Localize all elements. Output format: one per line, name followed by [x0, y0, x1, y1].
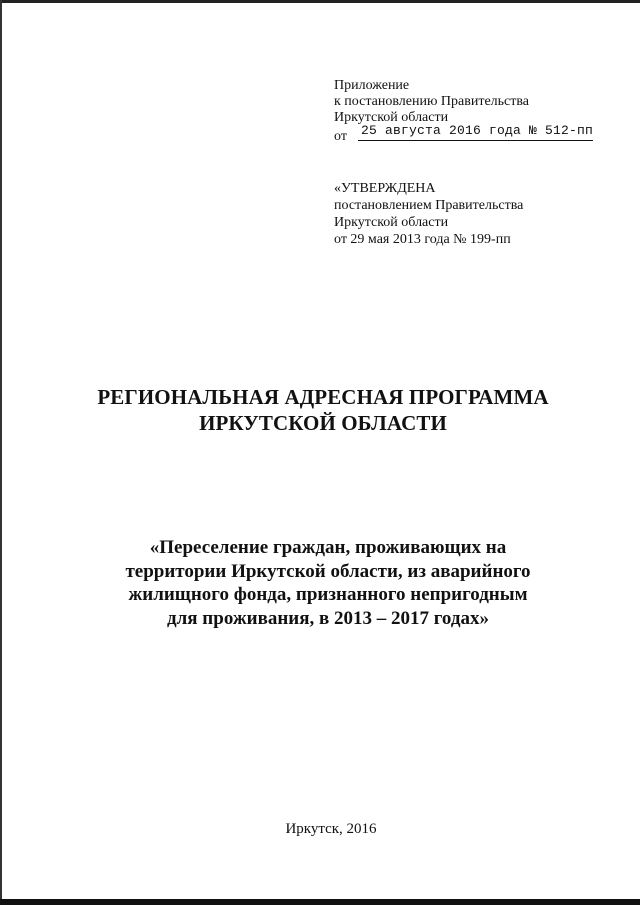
scan-border-left [0, 0, 2, 905]
scan-border-bottom [0, 899, 640, 905]
document-title [0, 384, 640, 436]
program-name-line-4: для проживания, в 2013 – 2017 годах» [167, 607, 489, 629]
approval-block [334, 180, 604, 248]
place-and-year [0, 820, 640, 838]
approval-decree: от 29 мая 2013 года № 199-пп [334, 232, 511, 247]
appendix-block [334, 78, 604, 144]
program-name-line-1: «Переселение граждан, проживающих на [149, 537, 507, 558]
appendix-region: Иркутской области [334, 110, 449, 125]
appendix-decree-line [334, 123, 604, 144]
scan-border-top [0, 0, 640, 3]
appendix-decree-number: 25 августа 2016 года № 512-пп [358, 123, 593, 141]
program-name-line-2: территории Иркутской области, из аварийного [125, 560, 531, 582]
city-year-text: Иркутск, 2016 [285, 821, 377, 837]
approval-heading: «УТВЕРЖДЕНА [334, 181, 436, 196]
approval-region: Иркутской области [334, 215, 449, 230]
appendix-date-prefix: от [334, 129, 347, 144]
appendix-heading: Приложение [334, 78, 410, 93]
program-name-line-3: жилищного фонда, признанного непригодным [128, 584, 528, 605]
appendix-reference: к постановлению Правительства [334, 94, 530, 109]
title-line-1: РЕГИОНАЛЬНАЯ АДРЕСНАЯ ПРОГРАММА [97, 385, 549, 409]
program-name [0, 536, 640, 630]
title-line-2: ИРКУТСКОЙ ОБЛАСТИ [199, 411, 447, 435]
approval-reference: постановлением Правительства [334, 198, 524, 213]
